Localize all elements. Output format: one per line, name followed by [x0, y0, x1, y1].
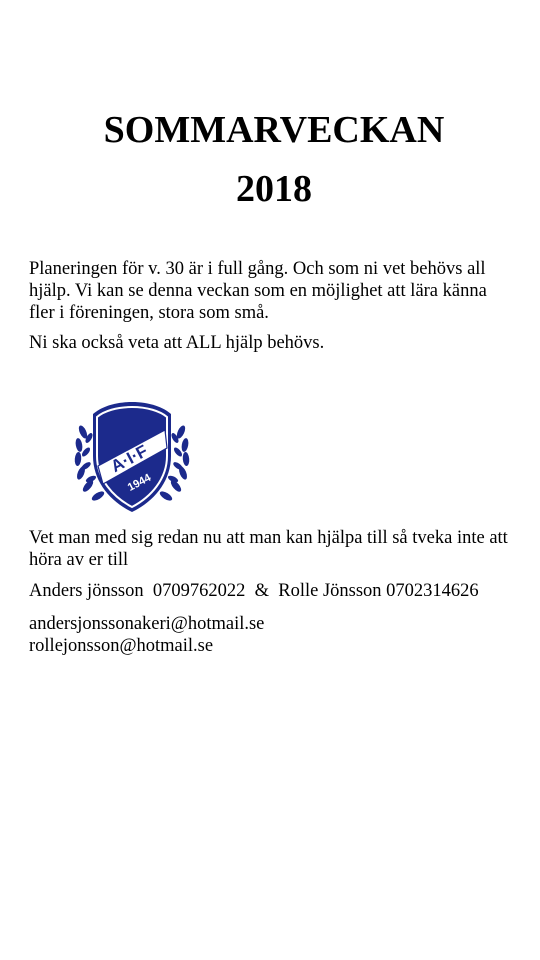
contact-prompt-line: höra av er till — [29, 550, 129, 570]
contact-prompt-line: Vet man med sig redan nu att man kan hjälpa till så tveka inte att — [29, 528, 508, 548]
help-note: Ni ska också veta att ALL hjälp behövs. — [29, 333, 325, 353]
email-address[interactable]: rollejonsson@hotmail.se — [29, 636, 214, 656]
intro-line: hjälp. Vi kan se denna veckan som en möjlighet att lära känna — [29, 281, 487, 301]
email-address[interactable]: andersjonssonakeri@hotmail.se — [29, 614, 265, 634]
crest-year: 1944 — [125, 471, 154, 494]
contact-prompt — [29, 527, 529, 571]
page-title: SOMMARVECKAN — [103, 109, 445, 151]
crest-letters: A·I·F — [107, 441, 151, 477]
page-title-year: 2018 — [236, 168, 312, 210]
contacts-line: Anders jönsson 0709762022 & Rolle Jönsson 0702314626 — [29, 581, 479, 601]
email-list — [29, 613, 529, 657]
intro-paragraph — [29, 258, 529, 324]
club-crest-icon — [73, 398, 191, 516]
intro-line: fler i föreningen, stora som små. — [29, 303, 269, 323]
intro-line: Planeringen för v. 30 är i full gång. Och som ni vet behövs all — [29, 259, 486, 279]
